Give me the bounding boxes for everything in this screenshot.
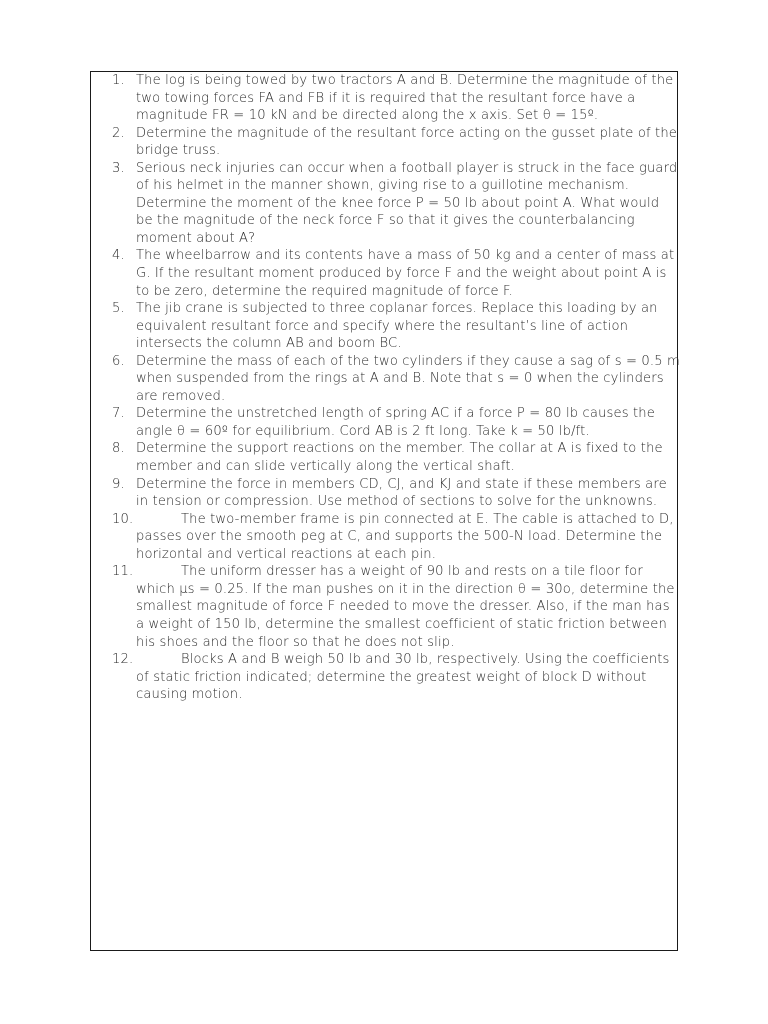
problem-item xyxy=(112,651,680,704)
problem-item xyxy=(112,125,680,160)
problem-item xyxy=(112,511,680,564)
problem-text: Determine the force in members CD, CJ, and KJ and state if these members are in tension or compression. Use method of sections to solve for the unknowns. xyxy=(136,476,667,510)
problem-number: 3. xyxy=(112,160,125,176)
problem-text: The two-member frame is pin connected at E. The cable is attached to D, passes over the smooth peg at C, and supports the 500-N load. Determine the horizontal and vertical reactions at each pin. xyxy=(136,511,674,562)
problem-item xyxy=(112,405,680,440)
problem-item xyxy=(112,353,680,406)
problem-number: 9. xyxy=(112,476,125,492)
problem-item xyxy=(112,440,680,475)
problem-item xyxy=(112,72,680,125)
problem-text: The jib crane is subjected to three coplanar forces. Replace this loading by an equivalent resultant force and specify where the resultant’s line of action intersects the column AB and boom BC. xyxy=(136,301,658,352)
problem-number: 6. xyxy=(112,353,125,369)
problem-number: 11. xyxy=(112,564,134,580)
problem-text: Determine the magnitude of the resultant force acting on the gusset plate of the bridge truss. xyxy=(136,125,677,159)
problem-item xyxy=(112,476,680,511)
problem-number: 4. xyxy=(112,248,125,264)
problem-text: The log is being towed by two tractors A and B. Determine the magnitude of the two towing forces FA and FB if it is required that the resultant force have a magnitude FR = 10 kN and be directed along the x axis. Set θ = 15º. xyxy=(136,73,674,124)
problem-text: Serious neck injuries can occur when a football player is struck in the face guard of his helmet in the manner shown, giving rise to a guillotine mechanism. Determine the moment of the knee force P = 50 lb about point A. What would be the magnitude of the neck force F so that it gives the counterbalancing moment about A? xyxy=(136,160,678,246)
problem-number: 2. xyxy=(112,125,125,141)
problem-number: 1. xyxy=(112,73,125,88)
problem-number: 10. xyxy=(112,511,134,527)
problem-number: 7. xyxy=(112,406,125,422)
problem-number: 12. xyxy=(112,652,134,668)
problem-item xyxy=(112,563,680,651)
problem-item xyxy=(112,160,680,248)
problem-number: 8. xyxy=(112,441,125,457)
problem-item xyxy=(112,300,680,353)
problem-text: Blocks A and B weigh 50 lb and 30 lb, respectively. Using the coefficients of static friction indicated; determine the greatest weight of block D without causing motion. xyxy=(136,652,670,703)
problem-text: The wheelbarrow and its contents have a mass of 50 kg and a center of mass at G. If the resultant moment produced by force F and the weight about point A is to be zero, determine the required magnitude of force F. xyxy=(136,248,675,299)
problem-text: The uniform dresser has a weight of 90 lb and rests on a tile floor for which μs = 0.25. If the man pushes on it in the direction θ = 30o, determine the smallest magnitude of force F needed to move the dresser. Also, if the man has a weight of 150 lb, determine the smallest coefficient of static friction between his shoes and the floor so that he does not slip. xyxy=(136,564,675,650)
problem-text: Determine the unstretched length of spring AC if a force P = 80 lb causes the angle θ = 60º for equilibrium. Cord AB is 2 ft long. Take k = 50 lb/ft. xyxy=(136,406,655,439)
problem-text: Determine the mass of each of the two cylinders if they cause a sag of s = 0.5 m when suspended from the rings at A and B. Note that s = 0 when the cylinders are removed. xyxy=(136,353,680,404)
problem-number: 5. xyxy=(112,301,125,317)
problem-list xyxy=(112,72,680,704)
problem-text: Determine the support reactions on the member. The collar at A is fixed to the member and can slide vertically along the vertical shaft. xyxy=(136,441,663,475)
problem-item xyxy=(112,247,680,300)
